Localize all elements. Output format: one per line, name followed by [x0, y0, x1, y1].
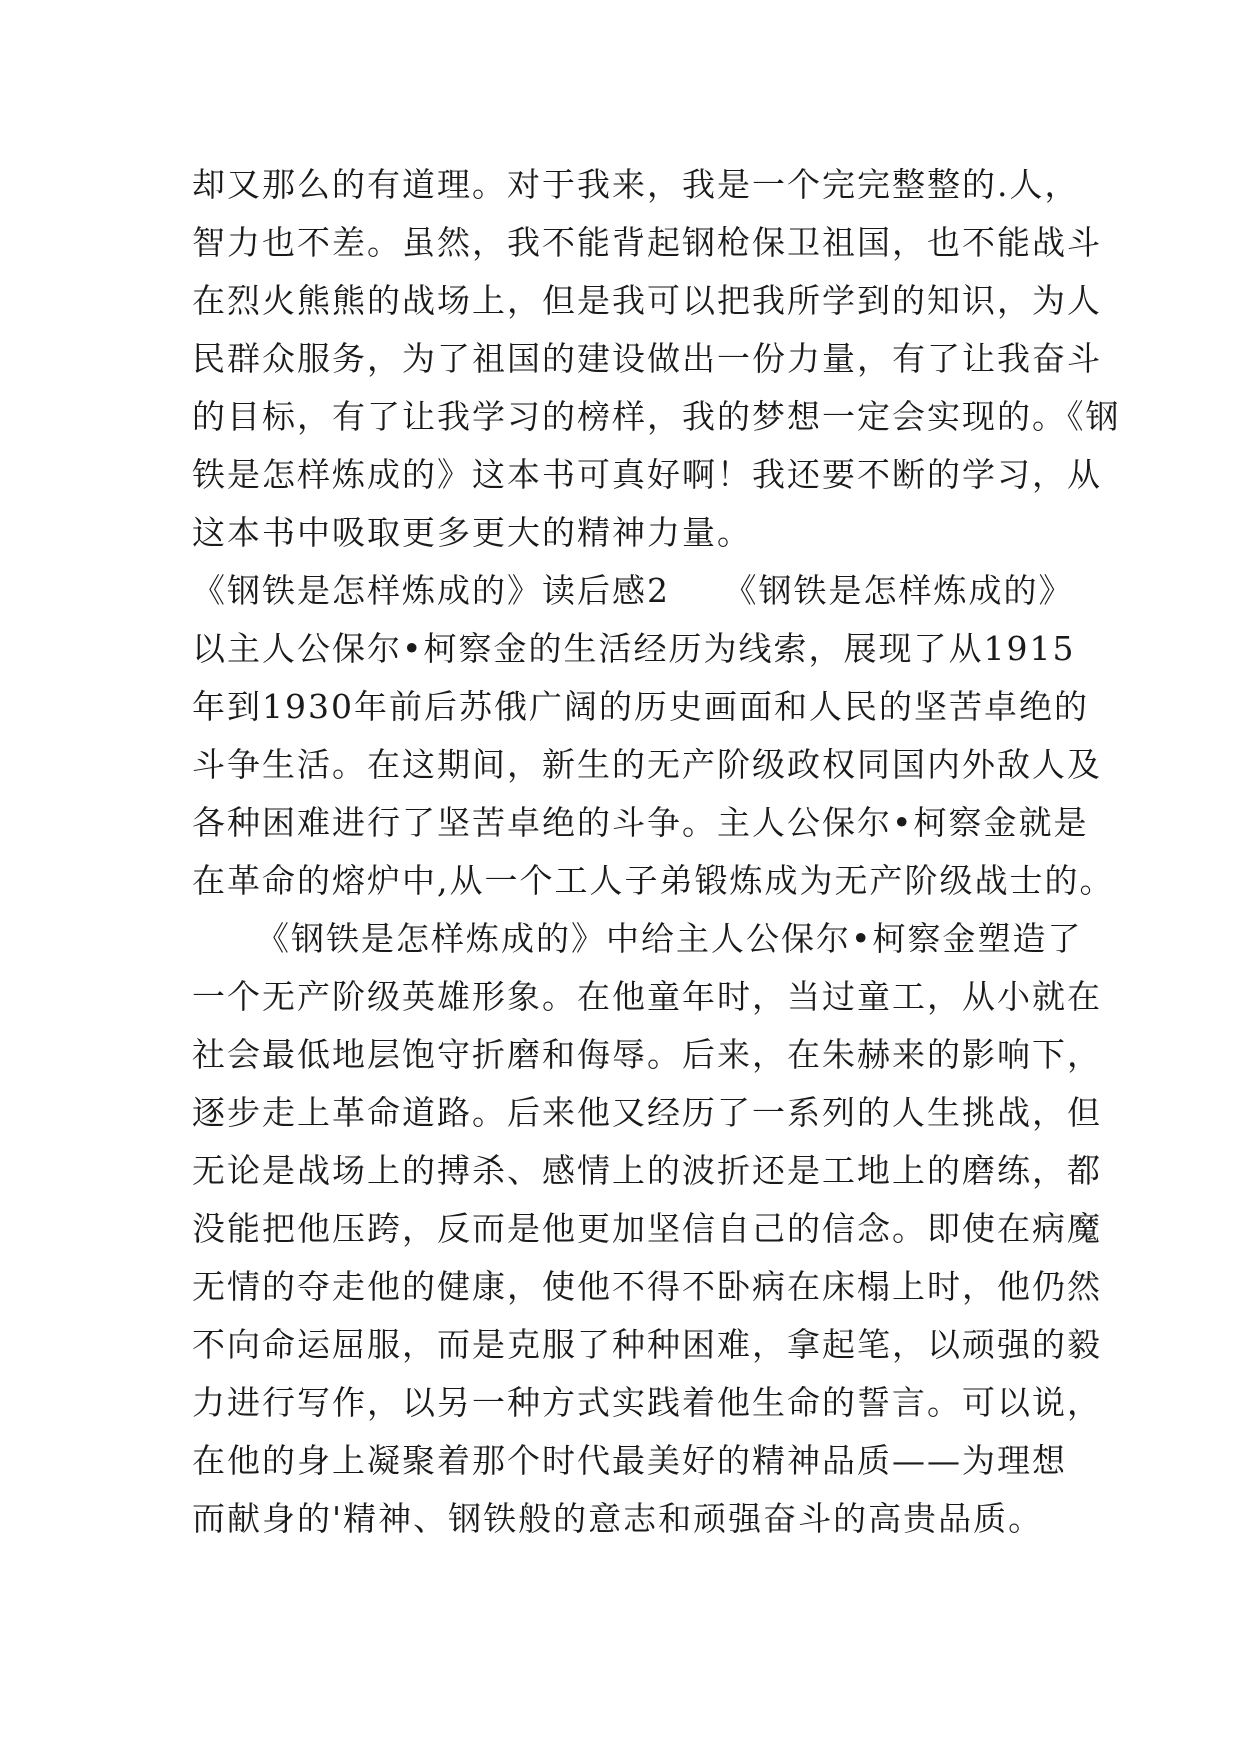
text-line: 这本书中吸取更多更大的精神力量。 — [192, 513, 752, 552]
paragraph-start-line: 《钢铁是怎样炼成的》中给主人公保尔•柯察金塑造了 — [256, 919, 1083, 958]
text-line: 而献身的'精神、钢铁般的意志和顽强奋斗的高贵品质。 — [192, 1499, 1044, 1538]
text-line: 不向命运屈服，而是克服了种种困难，拿起笔，以顽强的毅 — [192, 1325, 1102, 1364]
text-line: 各种困难进行了坚苦卓绝的斗争。主人公保尔•柯察金就是 — [192, 803, 1089, 842]
text-line: 斗争生活。在这期间，新生的无产阶级政权同国内外敌人及 — [192, 745, 1102, 784]
text-line: 在他的身上凝聚着那个时代最美好的精神品质——为理想 — [192, 1441, 1067, 1480]
text-line: 在烈火熊熊的战场上，但是我可以把我所学到的知识，为人 — [192, 281, 1102, 320]
text-line: 智力也不差。虽然，我不能背起钢枪保卫祖国，也不能战斗 — [192, 223, 1102, 262]
text-line: 以主人公保尔•柯察金的生活经历为线索，展现了从1915 — [192, 629, 1076, 668]
section-heading-line: 《钢铁是怎样炼成的》读后感2 《钢铁是怎样炼成的》 — [192, 571, 1074, 610]
text-line: 没能把他压跨，反而是他更加坚信自己的信念。即使在病魔 — [192, 1209, 1102, 1248]
text-line: 社会最低地层饱守折磨和侮辱。后来，在朱赫来的影响下， — [192, 1035, 1102, 1074]
text-line: 无情的夺走他的健康，使他不得不卧病在床榻上时，他仍然 — [192, 1267, 1102, 1306]
text-line: 逐步走上革命道路。后来他又经历了一系列的人生挑战，但 — [192, 1093, 1102, 1132]
text-line: 民群众服务，为了祖国的建设做出一份力量，有了让我奋斗 — [192, 339, 1102, 378]
text-line: 的目标，有了让我学习的榜样，我的梦想一定会实现的。《钢 — [192, 397, 1121, 436]
text-line: 铁是怎样炼成的》这本书可真好啊！我还要不断的学习，从 — [192, 455, 1102, 494]
text-line: 力进行写作，以另一种方式实践着他生命的誓言。可以说， — [192, 1383, 1102, 1422]
text-line: 在革命的熔炉中,从一个工人子弟锻炼成为无产阶级战士的。 — [192, 861, 1115, 900]
text-line: 一个无产阶级英雄形象。在他童年时，当过童工，从小就在 — [192, 977, 1102, 1016]
document-body — [192, 156, 1121, 1548]
text-line: 无论是战场上的搏杀、感情上的波折还是工地上的磨练，都 — [192, 1151, 1102, 1190]
text-line: 却又那么的有道理。对于我来，我是一个完完整整的.人， — [192, 165, 1080, 204]
text-line: 年到1930年前后苏俄广阔的历史画面和人民的坚苦卓绝的 — [192, 687, 1089, 726]
